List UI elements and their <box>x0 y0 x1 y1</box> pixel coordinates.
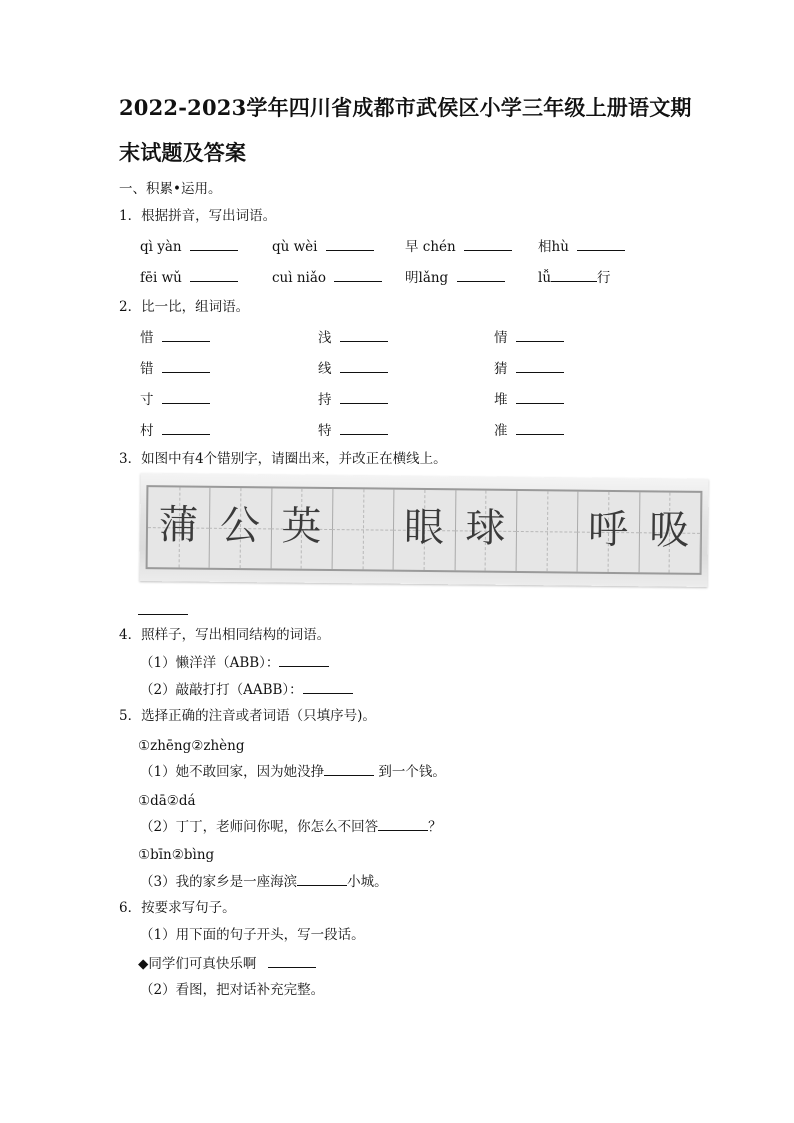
grid-cell <box>638 492 701 573</box>
question-4-item-1 <box>140 652 329 673</box>
answer-blank[interactable] <box>268 953 316 968</box>
pinyin-text: qù wèi <box>272 239 318 255</box>
pinyin-text: fēi wǔ <box>140 270 182 286</box>
compare-item <box>318 420 388 441</box>
compare-item <box>140 327 210 348</box>
pinyin-suffix: 行 <box>597 270 611 286</box>
grid-cell <box>270 488 333 569</box>
item-text: ？ <box>428 819 442 835</box>
question-6-item-1: （1）用下面的句子开头，写一段话。 <box>140 927 365 943</box>
item-text: （1）她不敢回家，因为她没挣 <box>140 764 325 780</box>
answer-blank[interactable] <box>457 267 505 282</box>
pinyin-item <box>538 267 611 288</box>
compare-char: 特 <box>318 423 332 439</box>
answer-blank[interactable] <box>340 389 388 404</box>
item-text: （2）敲敲打打（AABB）： <box>140 682 303 698</box>
compare-item <box>494 389 564 410</box>
compare-item <box>318 389 388 410</box>
item-text: 小城。 <box>347 874 388 890</box>
question-4-label: 4．照样子，写出相同结构的词语。 <box>119 627 331 643</box>
answer-blank[interactable] <box>340 420 388 435</box>
compare-char: 堆 <box>494 392 508 408</box>
answer-blank[interactable] <box>162 420 210 435</box>
compare-char: 猜 <box>494 361 508 377</box>
item-text: （2）丁丁，老师问你呢，你怎么不回答 <box>140 819 379 835</box>
question-1-label: 1．根据拼音，写出词语。 <box>119 208 277 224</box>
pinyin-text: qì yàn <box>140 239 182 255</box>
question-6-bullet <box>138 953 316 974</box>
pinyin-text: cuì niǎo <box>272 270 327 286</box>
question-4-item-2 <box>140 679 353 700</box>
question-5-item-3 <box>140 871 388 892</box>
answer-blank[interactable] <box>577 236 625 251</box>
question-5-label: 5．选择正确的注音或者词语（只填序号)。 <box>119 708 376 724</box>
grid-character[interactable]: 眼 <box>403 504 445 552</box>
page-title-continued: 末试题及答案 <box>119 140 247 165</box>
question-5-item-1 <box>140 761 446 782</box>
pinyin-item <box>405 236 512 257</box>
item-text: （1）懒洋洋（ABB）： <box>140 655 280 671</box>
grid-cell <box>454 490 517 571</box>
answer-blank[interactable] <box>297 871 347 886</box>
pinyin-item <box>272 267 382 288</box>
answer-blank[interactable] <box>326 236 374 251</box>
answer-blank[interactable] <box>279 652 329 667</box>
compare-char: 线 <box>318 361 332 377</box>
item-text: （3）我的家乡是一座海滨 <box>140 874 298 890</box>
grid-cell <box>393 490 456 571</box>
pinyin-text: 早 chén <box>405 239 456 255</box>
answer-blank[interactable] <box>464 236 512 251</box>
compare-item <box>494 358 564 379</box>
pinyin-text: 相hù <box>538 239 569 255</box>
grid-character[interactable]: 球 <box>465 505 506 552</box>
answer-blank[interactable] <box>516 389 564 404</box>
page-title: 2022-2023学年四川省成都市武侯区小学三年级上册语文期 <box>119 95 692 120</box>
compare-char: 惜 <box>140 330 154 346</box>
answer-blank[interactable] <box>378 816 428 831</box>
grid-character[interactable]: 呼 <box>587 506 629 554</box>
grid-cell <box>209 488 272 569</box>
grid-cell <box>148 487 211 568</box>
answer-blank[interactable] <box>162 358 210 373</box>
compare-item <box>140 389 210 410</box>
character-grid <box>146 485 703 575</box>
compare-char: 准 <box>494 423 508 439</box>
pinyin-item <box>272 236 374 257</box>
compare-char: 持 <box>318 392 332 408</box>
grid-character[interactable]: 吸 <box>649 507 690 554</box>
compare-item <box>140 420 210 441</box>
compare-char: 情 <box>494 330 508 346</box>
answer-blank[interactable] <box>340 358 388 373</box>
pinyin-item <box>140 236 238 257</box>
compare-char: 浅 <box>318 330 332 346</box>
section-heading: 一、积累•运用。 <box>119 181 222 197</box>
answer-blank[interactable] <box>190 236 238 251</box>
item-text: ◆同学们可真快乐啊 <box>138 956 257 972</box>
compare-item <box>494 327 564 348</box>
answer-blank[interactable] <box>516 327 564 342</box>
question-3-label: 3．如图中有4个错别字，请圈出来，并改正在横线上。 <box>119 451 447 467</box>
compare-char: 错 <box>140 361 154 377</box>
question-6-item-2: （2）看图，把对话补充完整。 <box>140 982 325 998</box>
answer-blank[interactable] <box>303 679 353 694</box>
answer-blank[interactable] <box>138 600 188 615</box>
pinyin-text: lǚ <box>538 270 552 286</box>
answer-blank[interactable] <box>516 358 564 373</box>
calligraphy-grid-image <box>139 473 708 587</box>
answer-blank[interactable] <box>516 420 564 435</box>
question-6-label: 6．按要求写句子。 <box>119 900 236 916</box>
option-line: ①dā②dá <box>138 793 196 809</box>
answer-blank[interactable] <box>162 327 210 342</box>
pinyin-item <box>405 267 505 288</box>
compare-char: 寸 <box>140 392 154 408</box>
pinyin-item <box>140 267 238 288</box>
option-line: ①zhēng②zhèng <box>138 738 245 754</box>
grid-cell <box>516 491 579 572</box>
item-text: 到一个钱。 <box>374 764 446 780</box>
pinyin-text: 明lǎng <box>405 270 449 286</box>
answer-blank[interactable] <box>334 267 382 282</box>
answer-blank[interactable] <box>340 327 388 342</box>
answer-blank[interactable] <box>162 389 210 404</box>
answer-blank[interactable] <box>324 761 374 776</box>
option-line: ①bīn②bìng <box>138 847 215 863</box>
answer-blank[interactable] <box>190 267 238 282</box>
pinyin-item <box>538 236 625 257</box>
grid-character[interactable]: 英 <box>281 503 322 550</box>
grid-cell <box>332 489 395 570</box>
grid-character[interactable]: 蒲 <box>158 502 199 549</box>
question-2-label: 2．比一比，组词语。 <box>119 299 250 315</box>
grid-cell <box>577 492 640 573</box>
compare-item <box>140 358 210 379</box>
compare-char: 村 <box>140 423 154 439</box>
compare-item <box>494 420 564 441</box>
answer-blank[interactable] <box>551 267 597 282</box>
compare-item <box>318 358 388 379</box>
grid-character[interactable]: 公 <box>219 502 261 550</box>
compare-item <box>318 327 388 348</box>
question-5-item-2 <box>140 816 442 837</box>
